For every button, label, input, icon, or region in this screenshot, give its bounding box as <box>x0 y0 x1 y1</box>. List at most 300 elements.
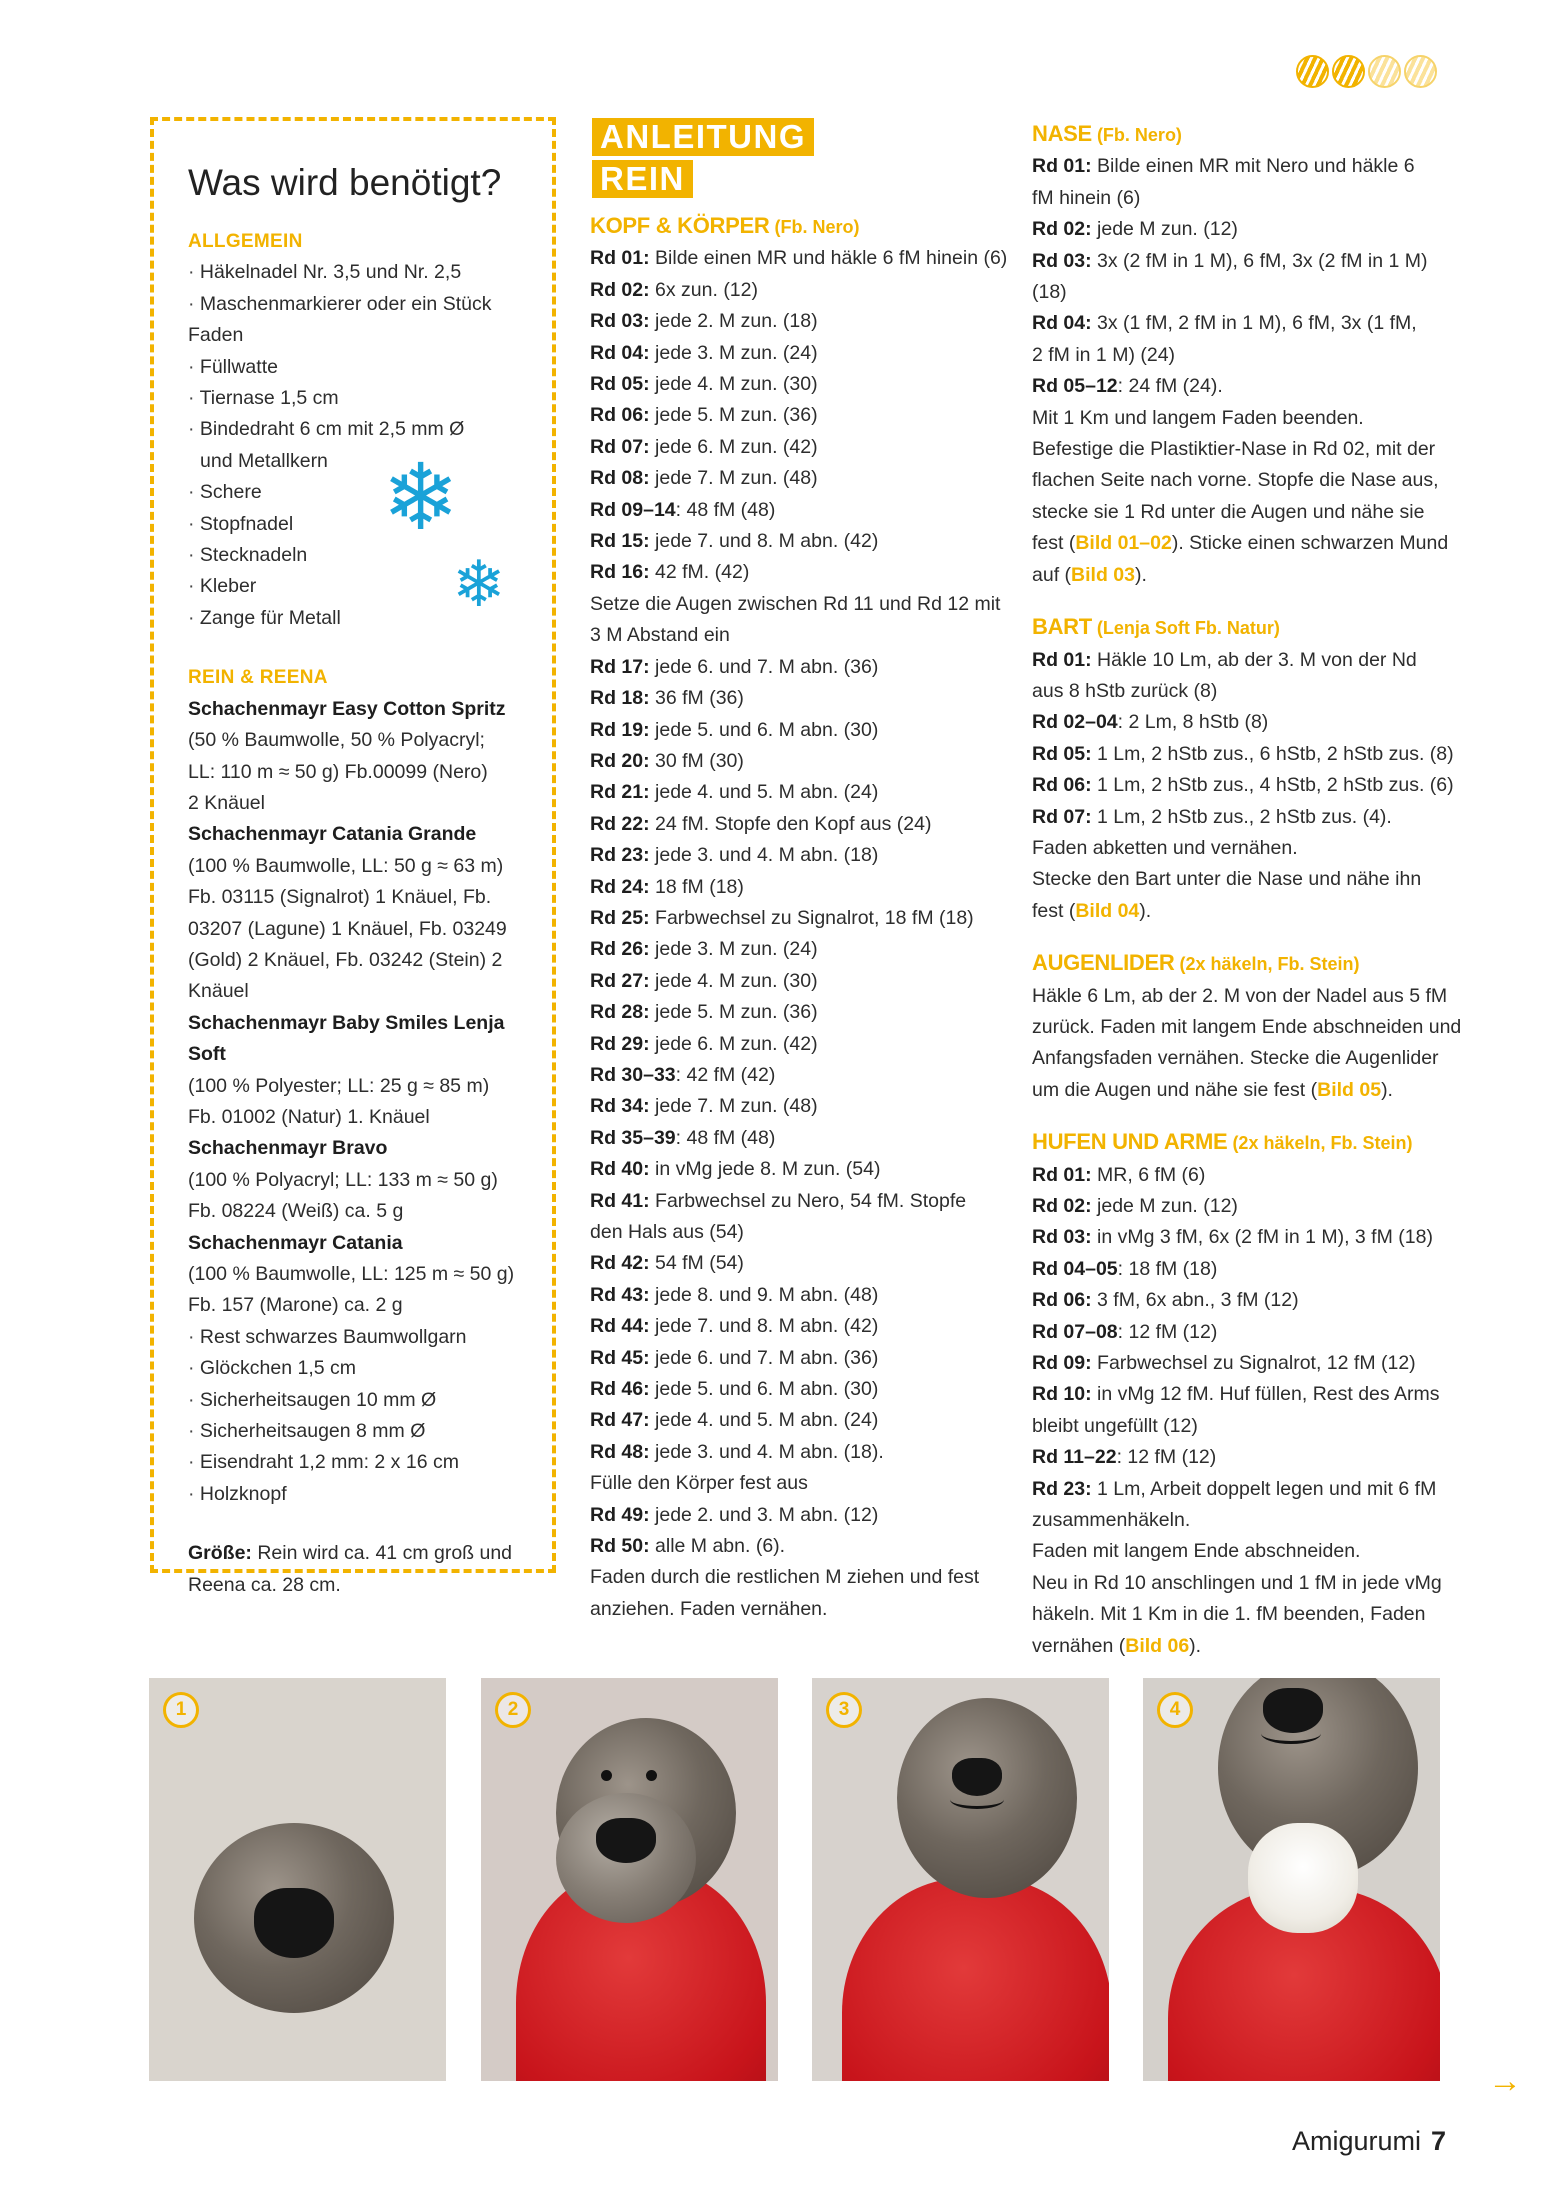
instruction-row <box>590 1186 1010 1217</box>
instruction-row <box>1032 802 1462 833</box>
row-text: : 48 fM (48) <box>675 1126 776 1149</box>
row-text: Bilde einen MR mit Nero und häkle 6 <box>1091 155 1415 178</box>
row-text: Mit 1 Km und langem Faden beenden. <box>1032 406 1364 429</box>
beard-rows <box>1032 645 1462 896</box>
material-item: · Bindedraht 6 cm mit 2,5 mm Ø <box>188 414 528 445</box>
row-text: jede 3. und 4. M abn. (18). <box>649 1440 884 1463</box>
instruction-row <box>590 1029 1010 1060</box>
row-text: 3x (1 fM, 2 fM in 1 M), 6 fM, 3x (1 fM, <box>1091 312 1417 335</box>
white-beard <box>1248 1823 1358 1933</box>
instruction-row <box>590 432 1010 463</box>
row-text: : 24 fM (24). <box>1117 375 1223 398</box>
row-label: Rd 01: <box>1032 1163 1092 1186</box>
row-label: Rd 45: <box>590 1346 650 1369</box>
instruction-row <box>590 495 1010 526</box>
row-label: Rd 49: <box>590 1503 650 1526</box>
nose-end-line-2: auf (Bild 03). <box>1032 563 1147 586</box>
instruction-row <box>1032 497 1462 528</box>
row-text: jede 6. und 7. M abn. (36) <box>649 655 879 678</box>
instruction-row <box>590 1154 1010 1185</box>
yarn-name: Schachenmayr Catania Grande <box>188 823 477 846</box>
row-text: : 12 fM (12) <box>1117 1320 1218 1343</box>
instruction-row <box>590 620 1010 651</box>
row-label: Rd 21: <box>590 781 650 804</box>
material-item: · Eisendraht 1,2 mm: 2 x 16 cm <box>188 1447 528 1478</box>
instruction-row <box>590 1060 1010 1091</box>
arms-heading: HUFEN UND ARME (2x häkeln, Fb. Stein) <box>1032 1129 1413 1155</box>
row-text: jede 8. und 9. M abn. (48) <box>649 1283 879 1306</box>
rein-heading: REIN & REENA <box>188 667 328 689</box>
row-label: Rd 03: <box>590 310 650 333</box>
row-text: 3 fM, 6x abn., 3 fM (12) <box>1091 1289 1299 1312</box>
instruction-row <box>590 872 1010 903</box>
lids-line: Häkle 6 Lm, ab der 2. M von der Nadel aus 5 fM <box>1032 984 1448 1007</box>
nose-heading: NASE (Fb. Nero) <box>1032 121 1182 146</box>
instruction-row <box>1032 676 1462 707</box>
row-text: 1 Lm, 2 hStb zus., 2 hStb zus. (4). <box>1091 805 1392 828</box>
instruction-row <box>590 1091 1010 1122</box>
row-label: Rd 15: <box>590 530 650 553</box>
stitched-mouth <box>1261 1723 1321 1744</box>
row-text: Setze die Augen zwischen Rd 11 und Rd 12 mit <box>590 592 1001 615</box>
lids-end-line: um die Augen und nähe sie fest (Bild 05). <box>1032 1078 1393 1101</box>
row-text: Faden abketten und vernähen. <box>1032 836 1298 859</box>
row-text: 1 Lm, Arbeit doppelt legen und mit 6 fM <box>1091 1477 1437 1500</box>
row-label: Rd 04: <box>1032 312 1092 335</box>
row-text: jede 7. und 8. M abn. (42) <box>649 1315 879 1338</box>
row-text: 18 fM (18) <box>649 875 744 898</box>
row-text: jede 2. M zun. (18) <box>649 310 818 333</box>
row-label: Rd 28: <box>590 1001 650 1024</box>
instruction-row <box>1032 1379 1462 1410</box>
row-text: 3x (2 fM in 1 M), 6 fM, 3x (2 fM in 1 M) (18) <box>1032 249 1428 304</box>
instruction-row <box>590 903 1010 934</box>
yarn-detail: Fb. 08224 (Weiß) ca. 5 g <box>188 1200 404 1223</box>
row-text: alle M abn. (6). <box>649 1535 786 1558</box>
yarn-detail: Fb. 03115 (Signalrot) 1 Knäuel, Fb. <box>188 886 492 909</box>
row-label: Rd 43: <box>590 1283 650 1306</box>
row-label: Rd 05–12 <box>1032 375 1118 398</box>
material-item: und Metallkern <box>200 449 328 472</box>
instruction-row <box>1032 1317 1462 1348</box>
yarn-detail: (100 % Polyacryl; LL: 133 m ≈ 50 g) <box>188 1168 498 1191</box>
row-label: Rd 01: <box>590 247 650 270</box>
instruction-row <box>590 683 1010 714</box>
body-heading: KOPF & KÖRPER (Fb. Nero) <box>590 213 860 238</box>
instruction-row <box>1032 1536 1462 1567</box>
photo-3 <box>812 1678 1109 2081</box>
lids-heading: AUGENLIDER (2x häkeln, Fb. Stein) <box>1032 950 1360 976</box>
row-label: Rd 03: <box>1032 249 1092 272</box>
lids-line: Anfangsfaden vernähen. Stecke die Augenlider <box>1032 1047 1439 1070</box>
row-label: Rd 23: <box>590 844 650 867</box>
snowflake-icon: ❄ <box>452 548 506 620</box>
instruction-row <box>1032 770 1462 801</box>
row-text: jede 4. und 5. M abn. (24) <box>649 781 879 804</box>
instructions-column-2 <box>1032 118 1462 1662</box>
instruction-row <box>590 1405 1010 1436</box>
general-heading: ALLGEMEIN <box>188 231 303 252</box>
row-label: Rd 04: <box>590 341 650 364</box>
instruction-row <box>590 1123 1010 1154</box>
instruction-row <box>1032 1285 1462 1316</box>
instruction-row <box>590 400 1010 431</box>
body-rows <box>590 243 1010 1625</box>
row-label: Rd 07–08 <box>1032 1320 1118 1343</box>
difficulty-ball-empty-icon <box>1404 55 1437 88</box>
row-text: jede 7. M zun. (48) <box>649 1095 818 1118</box>
row-label: Rd 10: <box>1032 1383 1092 1406</box>
row-label: Rd 34: <box>590 1095 650 1118</box>
instruction-row <box>1032 1442 1462 1473</box>
row-label: Rd 07: <box>590 435 650 458</box>
snowflake-icon: ❄ <box>382 447 460 549</box>
material-item: · Stopfnadel <box>188 509 528 540</box>
photo-2 <box>481 1678 778 2081</box>
instruction-row <box>590 715 1010 746</box>
instruction-row <box>590 997 1010 1028</box>
row-text: jede M zun. (12) <box>1091 218 1238 241</box>
row-label: Rd 23: <box>1032 1477 1092 1500</box>
row-label: Rd 27: <box>590 969 650 992</box>
instruction-row <box>590 809 1010 840</box>
row-text: in vMg 3 fM, 6x (2 fM in 1 M), 3 fM (18) <box>1091 1226 1433 1249</box>
banner-rein: REIN <box>592 160 693 198</box>
instruction-row <box>1032 371 1462 402</box>
row-text: aus 8 hStb zurück (8) <box>1032 679 1218 702</box>
row-label: Rd 04–05 <box>1032 1257 1118 1280</box>
instruction-row <box>1032 1505 1462 1536</box>
instruction-row <box>1032 465 1462 496</box>
row-text: jede 6. M zun. (42) <box>649 1032 818 1055</box>
row-label: Rd 09: <box>1032 1352 1092 1375</box>
row-text: anziehen. Faden vernähen. <box>590 1597 828 1620</box>
instruction-row <box>590 1280 1010 1311</box>
material-item: · Holzknopf <box>188 1479 528 1510</box>
row-label: Rd 29: <box>590 1032 650 1055</box>
row-text: jede 4. und 5. M abn. (24) <box>649 1409 879 1432</box>
instruction-row <box>590 652 1010 683</box>
row-text: 6x zun. (12) <box>649 278 758 301</box>
instruction-row <box>1032 1348 1462 1379</box>
row-label: Rd 25: <box>590 906 650 929</box>
row-label: Rd 35–39 <box>590 1126 676 1149</box>
row-label: Rd 01: <box>1032 155 1092 178</box>
photo-number-badge: 1 <box>163 1692 199 1728</box>
row-label: Rd 06: <box>1032 774 1092 797</box>
row-text: stecke sie 1 Rd unter die Augen und nähe sie <box>1032 500 1425 523</box>
instruction-row <box>1032 707 1462 738</box>
row-label: Rd 18: <box>590 687 650 710</box>
material-item: · Glöckchen 1,5 cm <box>188 1353 528 1384</box>
row-text: in vMg 12 fM. Huf füllen, Rest des Arms <box>1091 1383 1440 1406</box>
plastic-nose <box>254 1888 334 1958</box>
row-label: Rd 30–33 <box>590 1063 676 1086</box>
row-label: Rd 03: <box>1032 1226 1092 1249</box>
eye <box>646 1770 657 1781</box>
instruction-row <box>1032 151 1462 182</box>
row-label: Rd 26: <box>590 938 650 961</box>
instruction-row <box>590 589 1010 620</box>
material-item: · Tiernase 1,5 cm <box>188 383 528 414</box>
row-text: : 48 fM (48) <box>675 498 776 521</box>
lids-line: zurück. Faden mit langem Ende abschneiden und <box>1032 1015 1462 1038</box>
row-label: Rd 01: <box>1032 648 1092 671</box>
instruction-row <box>1032 864 1462 895</box>
material-item: · Rest schwarzes Baumwollgarn <box>188 1322 528 1353</box>
difficulty-ball-empty-icon <box>1368 55 1401 88</box>
row-label: Rd 06: <box>590 404 650 427</box>
instruction-row <box>1032 1599 1462 1630</box>
material-item: · Stecknadeln <box>188 540 528 571</box>
row-text: : 18 fM (18) <box>1117 1257 1218 1280</box>
row-text: 1 Lm, 2 hStb zus., 4 hStb, 2 hStb zus. (6) <box>1091 774 1454 797</box>
beard-heading: BART (Lenja Soft Fb. Natur) <box>1032 614 1280 640</box>
row-label: Rd 02: <box>1032 218 1092 241</box>
instruction-row <box>1032 214 1462 245</box>
material-item: · Sicherheitsaugen 8 mm Ø <box>188 1416 528 1447</box>
instruction-row <box>590 1437 1010 1468</box>
yarn-detail: 03207 (Lagune) 1 Knäuel, Fb. 03249 <box>188 917 507 940</box>
row-text: jede 2. und 3. M abn. (12) <box>649 1503 879 1526</box>
row-text: Faden durch die restlichen M ziehen und fest <box>590 1566 980 1589</box>
instruction-row <box>590 1374 1010 1405</box>
instruction-row <box>590 463 1010 494</box>
row-text: Häkle 10 Lm, ab der 3. M von der Nd <box>1091 648 1417 671</box>
instruction-row <box>590 557 1010 588</box>
instruction-row <box>1032 246 1462 309</box>
instruction-row <box>590 1248 1010 1279</box>
row-text: : 2 Lm, 8 hStb (8) <box>1117 711 1269 734</box>
row-text: zusammenhäkeln. <box>1032 1509 1191 1532</box>
instruction-row <box>590 1500 1010 1531</box>
difficulty-ball-icon <box>1332 55 1365 88</box>
instruction-row <box>590 338 1010 369</box>
material-item: · Sicherheitsaugen 10 mm Ø <box>188 1385 528 1416</box>
row-label: Rd 05: <box>1032 742 1092 765</box>
instruction-row <box>590 1594 1010 1625</box>
instruction-row <box>1032 183 1462 214</box>
row-text: 30 fM (30) <box>649 749 744 772</box>
size-info: Größe: Rein wird ca. 41 cm groß und <box>188 1542 513 1565</box>
row-label: Rd 16: <box>590 561 650 584</box>
yarn-name: Schachenmayr Easy Cotton Spritz <box>188 697 506 720</box>
row-label: Rd 22: <box>590 812 650 835</box>
row-label: Rd 47: <box>590 1409 650 1432</box>
instruction-row <box>1032 1254 1462 1285</box>
plastic-nose <box>596 1818 656 1863</box>
instruction-row <box>1032 308 1462 339</box>
instruction-row <box>590 1311 1010 1342</box>
row-text: jede 7. und 8. M abn. (42) <box>649 530 879 553</box>
row-label: Rd 02: <box>590 278 650 301</box>
magazine-name: Amigurumi <box>1292 2126 1422 2156</box>
photo-number-badge: 2 <box>495 1692 531 1728</box>
material-item: · Füllwatte <box>188 352 528 383</box>
instruction-row <box>590 306 1010 337</box>
row-label: Rd 42: <box>590 1252 650 1275</box>
material-item: · Zange für Metall <box>188 603 528 634</box>
yarn-name: Schachenmayr Catania <box>188 1231 403 1254</box>
photo-4 <box>1143 1678 1440 2081</box>
red-body <box>842 1878 1109 2081</box>
instruction-row <box>1032 739 1462 770</box>
nose-rows <box>1032 151 1462 528</box>
row-text: jede 7. M zun. (48) <box>649 467 818 490</box>
row-text: jede 3. und 4. M abn. (18) <box>649 844 879 867</box>
photo-number-badge: 4 <box>1157 1692 1193 1728</box>
row-text: flachen Seite nach vorne. Stopfe die Nase aus, <box>1032 469 1439 492</box>
row-text: jede 6. und 7. M abn. (36) <box>649 1346 879 1369</box>
row-text: jede 4. M zun. (30) <box>649 969 818 992</box>
row-text: in vMg jede 8. M zun. (54) <box>649 1158 881 1181</box>
row-label: Rd 02–04 <box>1032 711 1118 734</box>
instruction-row <box>1032 645 1462 676</box>
row-text: jede M zun. (12) <box>1091 1195 1238 1217</box>
yarn-detail: (100 % Polyester; LL: 25 g ≈ 85 m) <box>188 1074 490 1097</box>
page-footer <box>1292 2126 1446 2157</box>
row-label: Rd 09–14 <box>590 498 676 521</box>
instruction-row <box>590 746 1010 777</box>
row-label: Rd 20: <box>590 749 650 772</box>
row-label: Rd 41: <box>590 1189 650 1212</box>
row-text: : 42 fM (42) <box>675 1063 776 1086</box>
instruction-row <box>1032 833 1462 864</box>
instruction-row <box>1032 403 1462 434</box>
row-text: Fülle den Körper fest aus <box>590 1472 808 1495</box>
row-text: 36 fM (36) <box>649 687 744 710</box>
eye <box>601 1770 612 1781</box>
page-number: 7 <box>1431 2126 1447 2156</box>
instruction-row <box>590 840 1010 871</box>
row-text: 54 fM (54) <box>649 1252 744 1275</box>
extra-list <box>188 1322 528 1510</box>
row-text: Bilde einen MR und häkle 6 fM hinein (6) <box>649 247 1008 270</box>
row-label: Rd 24: <box>590 875 650 898</box>
row-label: Rd 17: <box>590 655 650 678</box>
photo-1 <box>149 1678 446 2081</box>
material-item: · Schere <box>188 477 528 508</box>
row-label: Rd 50: <box>590 1535 650 1558</box>
nose-end-line: fest (Bild 01–02). Sticke einen schwarzen Mund <box>1032 532 1449 555</box>
instruction-row <box>1032 1160 1462 1191</box>
arms-rows <box>1032 1160 1462 1631</box>
row-label: Rd 05: <box>590 373 650 396</box>
row-text: MR, 6 fM (6) <box>1091 1163 1206 1186</box>
yarn-detail: Knäuel <box>188 980 249 1003</box>
instruction-row <box>590 275 1010 306</box>
yarn-list <box>188 694 528 1322</box>
material-item: · Maschenmarkierer oder ein Stück Faden <box>188 289 528 352</box>
stitched-mouth <box>950 1790 1004 1809</box>
yarn-detail: (50 % Baumwolle, 50 % Polyacryl; <box>188 729 485 752</box>
instruction-row <box>1032 1222 1462 1253</box>
instruction-row <box>590 526 1010 557</box>
row-text: jede 3. M zun. (24) <box>649 341 818 364</box>
row-label: Rd 11–22 <box>1032 1446 1117 1469</box>
instruction-row <box>1032 340 1462 371</box>
instruction-row <box>1032 1191 1462 1222</box>
yarn-detail: (100 % Baumwolle, LL: 50 g ≈ 63 m) <box>188 854 504 877</box>
next-page-arrow-icon[interactable]: → <box>1488 2062 1522 2100</box>
instruction-row <box>1032 1411 1462 1442</box>
yarn-detail: Fb. 157 (Marone) ca. 2 g <box>188 1294 403 1317</box>
row-text: 2 fM in 1 M) (24) <box>1032 343 1176 366</box>
row-label: Rd 08: <box>590 467 650 490</box>
banner-anleitung: ANLEITUNG <box>592 118 814 156</box>
row-label: Rd 06: <box>1032 1289 1092 1312</box>
row-text: Farbwechsel zu Signalrot, 12 fM (12) <box>1091 1352 1416 1375</box>
row-text: jede 4. M zun. (30) <box>649 373 818 396</box>
row-label: Rd 02: <box>1032 1195 1092 1217</box>
row-text: : 12 fM (12) <box>1116 1446 1217 1469</box>
row-text: 24 fM. Stopfe den Kopf aus (24) <box>649 812 932 835</box>
row-text: bleibt ungefüllt (12) <box>1032 1414 1198 1437</box>
materials-title: Was wird benötigt? <box>188 162 502 203</box>
yarn-detail: LL: 110 m ≈ 50 g) Fb.00099 (Nero) <box>188 760 488 783</box>
instruction-row <box>590 966 1010 997</box>
yarn-detail: 2 Knäuel <box>188 791 265 814</box>
row-label: Rd 44: <box>590 1315 650 1338</box>
row-text: jede 5. M zun. (36) <box>649 1001 818 1024</box>
difficulty-ball-icon <box>1296 55 1329 88</box>
instruction-row <box>590 1217 1010 1248</box>
beard-end-line: fest (Bild 04). <box>1032 899 1152 922</box>
row-text: Faden mit langem Ende abschneiden. <box>1032 1540 1361 1563</box>
row-text: häkeln. Mit 1 Km in die 1. fM beenden, Faden <box>1032 1603 1426 1626</box>
row-text: 3 M Abstand ein <box>590 624 730 647</box>
row-text: den Hals aus (54) <box>590 1221 744 1243</box>
row-text: jede 5. und 6. M abn. (30) <box>649 718 879 741</box>
row-text: Neu in Rd 10 anschlingen und 1 fM in jede vMg <box>1032 1571 1442 1594</box>
yarn-detail: Fb. 01002 (Natur) 1. Knäuel <box>188 1105 430 1128</box>
instruction-row <box>590 1562 1010 1593</box>
arms-end-line: vernähen (Bild 06). <box>1032 1634 1202 1657</box>
row-text: 42 fM. (42) <box>649 561 750 584</box>
row-text: Stecke den Bart unter die Nase und nähe ihn <box>1032 868 1422 891</box>
instruction-row <box>590 1468 1010 1499</box>
instruction-row <box>1032 434 1462 465</box>
instruction-row <box>590 369 1010 400</box>
row-label: Rd 19: <box>590 718 650 741</box>
row-text: Farbwechsel zu Signalrot, 18 fM (18) <box>649 906 974 929</box>
instruction-row <box>590 777 1010 808</box>
size-info-2: Reena ca. 28 cm. <box>188 1573 341 1596</box>
instructions-column-1 <box>590 210 1010 1625</box>
lids-lines <box>1032 981 1462 1075</box>
row-text: jede 3. M zun. (24) <box>649 938 818 961</box>
difficulty-indicator <box>1296 55 1437 88</box>
instruction-row <box>590 934 1010 965</box>
row-text: Befestige die Plastiktier-Nase in Rd 02, mit der <box>1032 438 1436 461</box>
materials-column <box>188 226 528 1601</box>
row-text: jede 5. M zun. (36) <box>649 404 818 427</box>
row-label: Rd 40: <box>590 1158 650 1181</box>
photo-number-badge: 3 <box>826 1692 862 1728</box>
instruction-row <box>1032 1474 1462 1505</box>
instruction-row <box>590 1531 1010 1562</box>
row-label: Rd 46: <box>590 1378 650 1401</box>
row-text: jede 6. M zun. (42) <box>649 435 818 458</box>
row-text: 1 Lm, 2 hStb zus., 6 hStb, 2 hStb zus. (8) <box>1091 742 1454 765</box>
yarn-detail: (100 % Baumwolle, LL: 125 m ≈ 50 g) <box>188 1263 515 1285</box>
instruction-row <box>590 1343 1010 1374</box>
material-item: · Kleber <box>188 571 528 602</box>
row-text: fM hinein (6) <box>1032 186 1141 209</box>
row-text: Farbwechsel zu Nero, 54 fM. Stopfe <box>649 1189 967 1212</box>
row-label: Rd 48: <box>590 1440 650 1463</box>
instruction-row <box>590 243 1010 274</box>
